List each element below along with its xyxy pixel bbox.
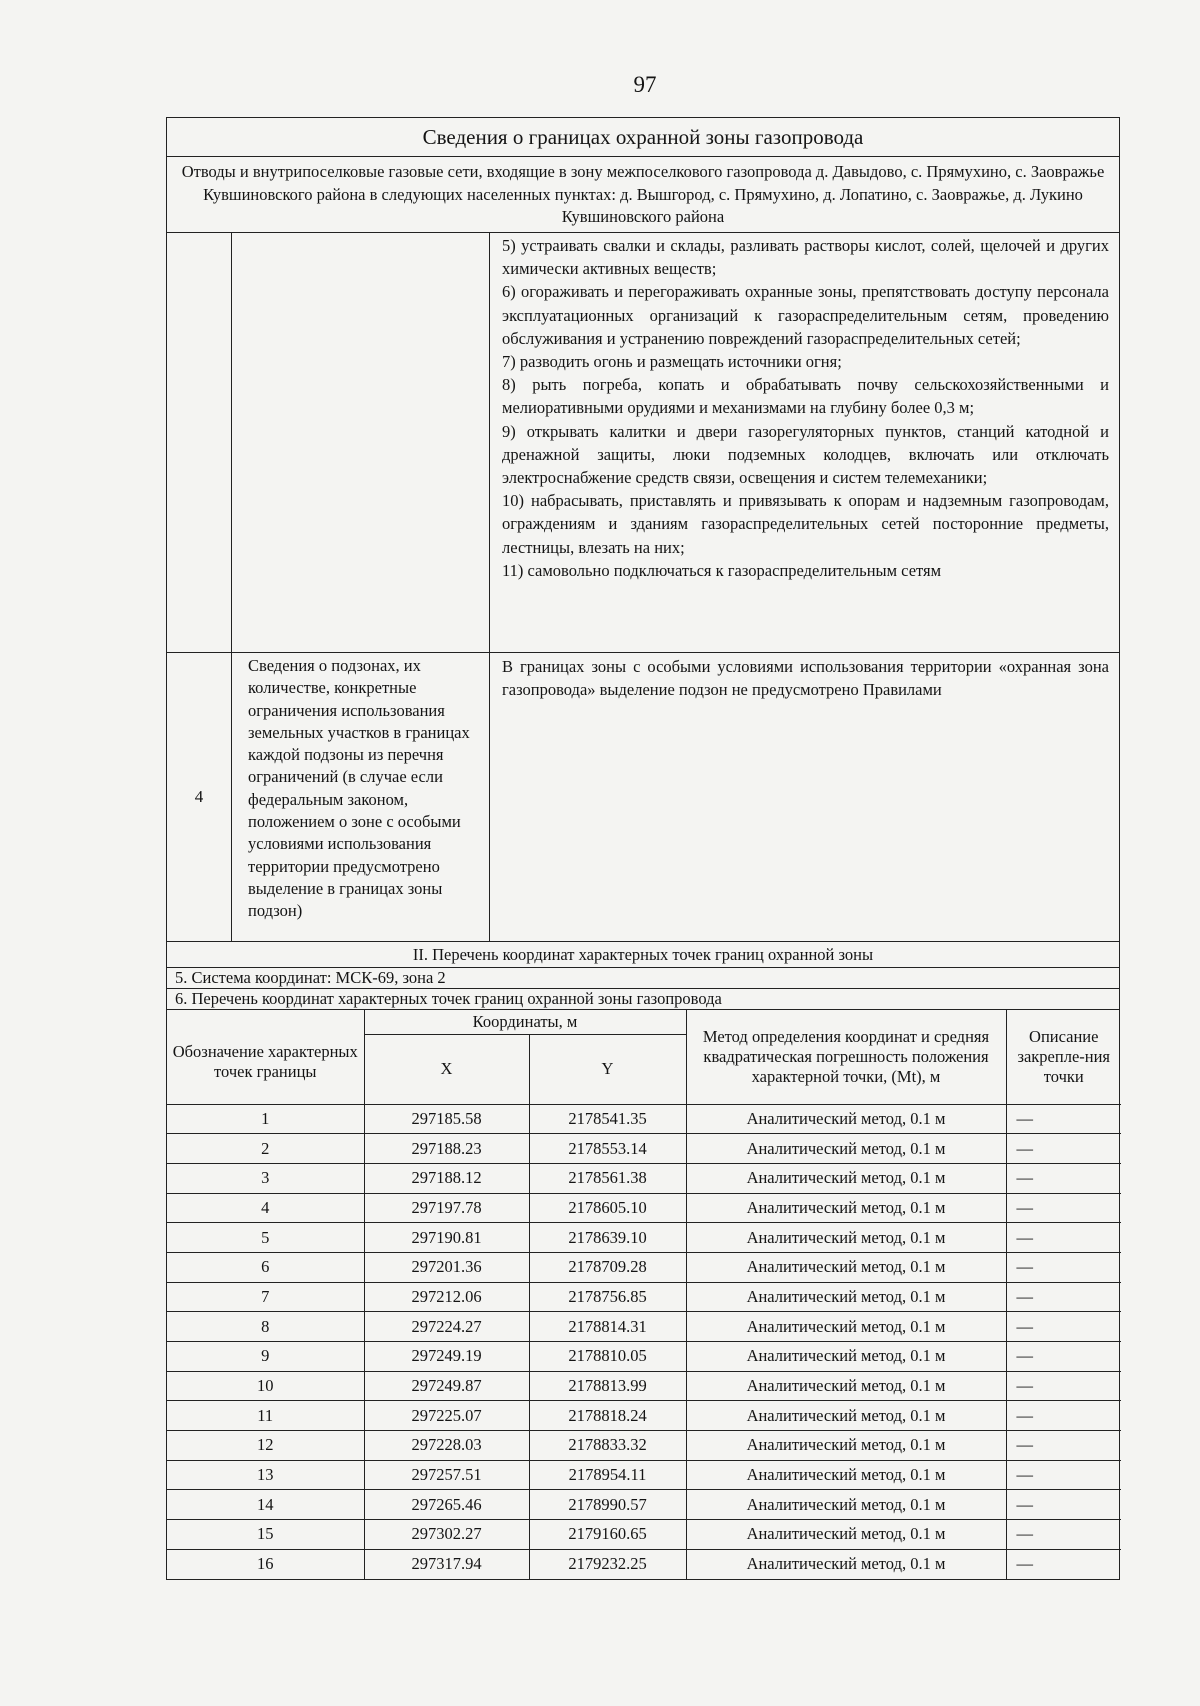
- method-cell: Аналитический метод, 0.1 м: [686, 1460, 1006, 1490]
- x-cell: 297249.19: [364, 1342, 529, 1372]
- restriction-item: 6) огораживать и перегораживать охранные зоны, препятствовать доступу персонала эксплуатационных организаций к газораспределительным сетям, проведению обслуживания и устранению повреждений газораспределительных сетей;: [502, 282, 1109, 348]
- table-row: [167, 1104, 1121, 1134]
- x-cell: 297317.94: [364, 1549, 529, 1579]
- point-number-cell: 14: [167, 1490, 364, 1520]
- y-cell: 2178709.28: [529, 1252, 686, 1282]
- fixing-cell: —: [1006, 1401, 1121, 1431]
- document-title: Сведения о границах охранной зоны газопровода: [167, 118, 1119, 157]
- method-cell: Аналитический метод, 0.1 м: [686, 1371, 1006, 1401]
- point-number-cell: 1: [167, 1104, 364, 1134]
- method-cell: Аналитический метод, 0.1 м: [686, 1223, 1006, 1253]
- table-row: [167, 1401, 1121, 1431]
- method-cell: Аналитический метод, 0.1 м: [686, 1282, 1006, 1312]
- header-method: Метод определения координат и средняя квадратическая погрешность положения характерной точки, (Mt), м: [686, 1010, 1006, 1104]
- subzones-value: В границах зоны с особыми условиями использования территории «охранная зона газопровода» выделение подзон не предусмотрено Правилами: [502, 657, 1109, 700]
- page-number: 97: [633, 72, 657, 97]
- fixing-cell: —: [1006, 1371, 1121, 1401]
- restrictions-label-cell: [232, 233, 490, 652]
- y-cell: 2178813.99: [529, 1371, 686, 1401]
- y-cell: 2178553.14: [529, 1134, 686, 1164]
- protection-zone-document: [166, 117, 1120, 1580]
- y-cell: 2178810.05: [529, 1342, 686, 1372]
- x-cell: 297188.12: [364, 1163, 529, 1193]
- y-cell: 2178605.10: [529, 1193, 686, 1223]
- y-cell: 2179160.65: [529, 1520, 686, 1550]
- fixing-cell: —: [1006, 1282, 1121, 1312]
- point-number-cell: 9: [167, 1342, 364, 1372]
- coordinates-table: [167, 1010, 1121, 1579]
- x-cell: 297257.51: [364, 1460, 529, 1490]
- table-row: [167, 1520, 1121, 1550]
- table-row: [167, 1252, 1121, 1282]
- y-cell: 2178756.85: [529, 1282, 686, 1312]
- table-row: [167, 1134, 1121, 1164]
- point-number-cell: 10: [167, 1371, 364, 1401]
- point-number-cell: 13: [167, 1460, 364, 1490]
- header-point: Обозначение характерных точек границы: [167, 1010, 364, 1104]
- x-cell: 297197.78: [364, 1193, 529, 1223]
- coordinates-list-title: 6. Перечень координат характерных точек границ охранной зоны газопровода: [167, 989, 1119, 1010]
- section-2-title: II. Перечень координат характерных точек границ охранной зоны: [167, 942, 1119, 968]
- x-cell: 297224.27: [364, 1312, 529, 1342]
- x-cell: 297249.87: [364, 1371, 529, 1401]
- restriction-item: 11) самовольно подключаться к газораспределительным сетям: [502, 560, 942, 580]
- y-cell: 2178954.11: [529, 1460, 686, 1490]
- fixing-cell: —: [1006, 1134, 1121, 1164]
- fixing-cell: —: [1006, 1312, 1121, 1342]
- header-fixing: Описание закрепле-ния точки: [1006, 1010, 1121, 1104]
- point-number-cell: 7: [167, 1282, 364, 1312]
- x-cell: 297185.58: [364, 1104, 529, 1134]
- method-cell: Аналитический метод, 0.1 м: [686, 1193, 1006, 1223]
- y-cell: 2178541.35: [529, 1104, 686, 1134]
- y-cell: 2178814.31: [529, 1312, 686, 1342]
- fixing-cell: —: [1006, 1223, 1121, 1253]
- table-row: [167, 1490, 1121, 1520]
- fixing-cell: —: [1006, 1490, 1121, 1520]
- subzones-row: [167, 653, 1119, 942]
- restrictions-row: [167, 233, 1119, 653]
- object-description: Отводы и внутрипоселковые газовые сети, входящие в зону межпоселкового газопровода д. Давыдово, с. Прямухино, с. Заовражье Кувшиновского района в следующих населенных пунктах: д. Вышгород, с. Прямухино, д. Лопатино, с. Заовражье, д. Лукино Кувшиновского района: [167, 157, 1119, 233]
- header-y: Y: [529, 1034, 686, 1104]
- y-cell: 2178818.24: [529, 1401, 686, 1431]
- x-cell: 297212.06: [364, 1282, 529, 1312]
- method-cell: Аналитический метод, 0.1 м: [686, 1252, 1006, 1282]
- point-number-cell: 8: [167, 1312, 364, 1342]
- x-cell: 297188.23: [364, 1134, 529, 1164]
- x-cell: 297302.27: [364, 1520, 529, 1550]
- point-number-cell: 12: [167, 1431, 364, 1461]
- point-number-cell: 2: [167, 1134, 364, 1164]
- x-cell: 297201.36: [364, 1252, 529, 1282]
- method-cell: Аналитический метод, 0.1 м: [686, 1490, 1006, 1520]
- y-cell: 2178990.57: [529, 1490, 686, 1520]
- x-cell: 297190.81: [364, 1223, 529, 1253]
- restriction-item: 10) набрасывать, приставлять и привязывать к опорам и надземным газопроводам, ограждениям и зданиям газораспределительных сетей посторонние предметы, лестницы, влезать на них;: [502, 491, 1109, 557]
- fixing-cell: —: [1006, 1342, 1121, 1372]
- table-row: [167, 1342, 1121, 1372]
- fixing-cell: —: [1006, 1193, 1121, 1223]
- point-number-cell: 11: [167, 1401, 364, 1431]
- y-cell: 2178561.38: [529, 1163, 686, 1193]
- header-coordinates: Координаты, м: [364, 1010, 686, 1034]
- method-cell: Аналитический метод, 0.1 м: [686, 1163, 1006, 1193]
- y-cell: 2178833.32: [529, 1431, 686, 1461]
- restriction-item: 5) устраивать свалки и склады, разливать растворы кислот, солей, щелочей и других химически активных веществ;: [502, 236, 1109, 279]
- method-cell: Аналитический метод, 0.1 м: [686, 1549, 1006, 1579]
- restriction-item: 7) разводить огонь и размещать источники огня;: [502, 352, 842, 372]
- restriction-item: 9) открывать калитки и двери газорегуляторных пунктов, станций катодной и дренажной защиты, люки подземных колодцев, включать или отключать электроснабжение средств связи, освещения и систем телемеханики;: [502, 421, 1109, 488]
- x-cell: 297225.07: [364, 1401, 529, 1431]
- fixing-cell: —: [1006, 1460, 1121, 1490]
- method-cell: Аналитический метод, 0.1 м: [686, 1104, 1006, 1134]
- table-row: [167, 1431, 1121, 1461]
- fixing-cell: —: [1006, 1431, 1121, 1461]
- method-cell: Аналитический метод, 0.1 м: [686, 1134, 1006, 1164]
- fixing-cell: —: [1006, 1163, 1121, 1193]
- table-row: [167, 1223, 1121, 1253]
- point-number-cell: 3: [167, 1163, 364, 1193]
- method-cell: Аналитический метод, 0.1 м: [686, 1312, 1006, 1342]
- point-number-cell: 4: [167, 1193, 364, 1223]
- point-number-cell: 5: [167, 1223, 364, 1253]
- y-cell: 2178639.10: [529, 1223, 686, 1253]
- y-cell: 2179232.25: [529, 1549, 686, 1579]
- restriction-item: 8) рыть погреба, копать и обрабатывать почву сельскохозяйственными и мелиоративными орудиями и механизмами на глубину более 0,3 м;: [502, 375, 1109, 418]
- table-row: [167, 1193, 1121, 1223]
- subzones-label: Сведения о подзонах, их количестве, конкретные ограничения использования земельных участков в границах каждой подзоны из перечня ограничений (в случае если федеральным законом, положением о зоне с особыми условиями использования территории предусмотрено выделение в границах зоны подзон): [232, 653, 490, 941]
- point-number-cell: 15: [167, 1520, 364, 1550]
- x-cell: 297228.03: [364, 1431, 529, 1461]
- fixing-cell: —: [1006, 1520, 1121, 1550]
- method-cell: Аналитический метод, 0.1 м: [686, 1431, 1006, 1461]
- coordinates-table-wrap: [167, 1010, 1119, 1579]
- table-row: [167, 1371, 1121, 1401]
- method-cell: Аналитический метод, 0.1 м: [686, 1401, 1006, 1431]
- subzones-number: 4: [167, 653, 232, 941]
- restrictions-number-cell: [167, 233, 232, 652]
- table-row: [167, 1460, 1121, 1490]
- method-cell: Аналитический метод, 0.1 м: [686, 1342, 1006, 1372]
- coordinate-system: 5. Система координат: МСК-69, зона 2: [167, 968, 1119, 989]
- fixing-cell: —: [1006, 1549, 1121, 1579]
- coordinates-table-body: [167, 1104, 1121, 1579]
- fixing-cell: —: [1006, 1252, 1121, 1282]
- point-number-cell: 6: [167, 1252, 364, 1282]
- header-x: X: [364, 1034, 529, 1104]
- table-row: [167, 1312, 1121, 1342]
- fixing-cell: —: [1006, 1104, 1121, 1134]
- table-row: [167, 1163, 1121, 1193]
- restrictions-list: [490, 233, 1119, 652]
- table-row: [167, 1549, 1121, 1579]
- x-cell: 297265.46: [364, 1490, 529, 1520]
- table-row: [167, 1282, 1121, 1312]
- method-cell: Аналитический метод, 0.1 м: [686, 1520, 1006, 1550]
- point-number-cell: 16: [167, 1549, 364, 1579]
